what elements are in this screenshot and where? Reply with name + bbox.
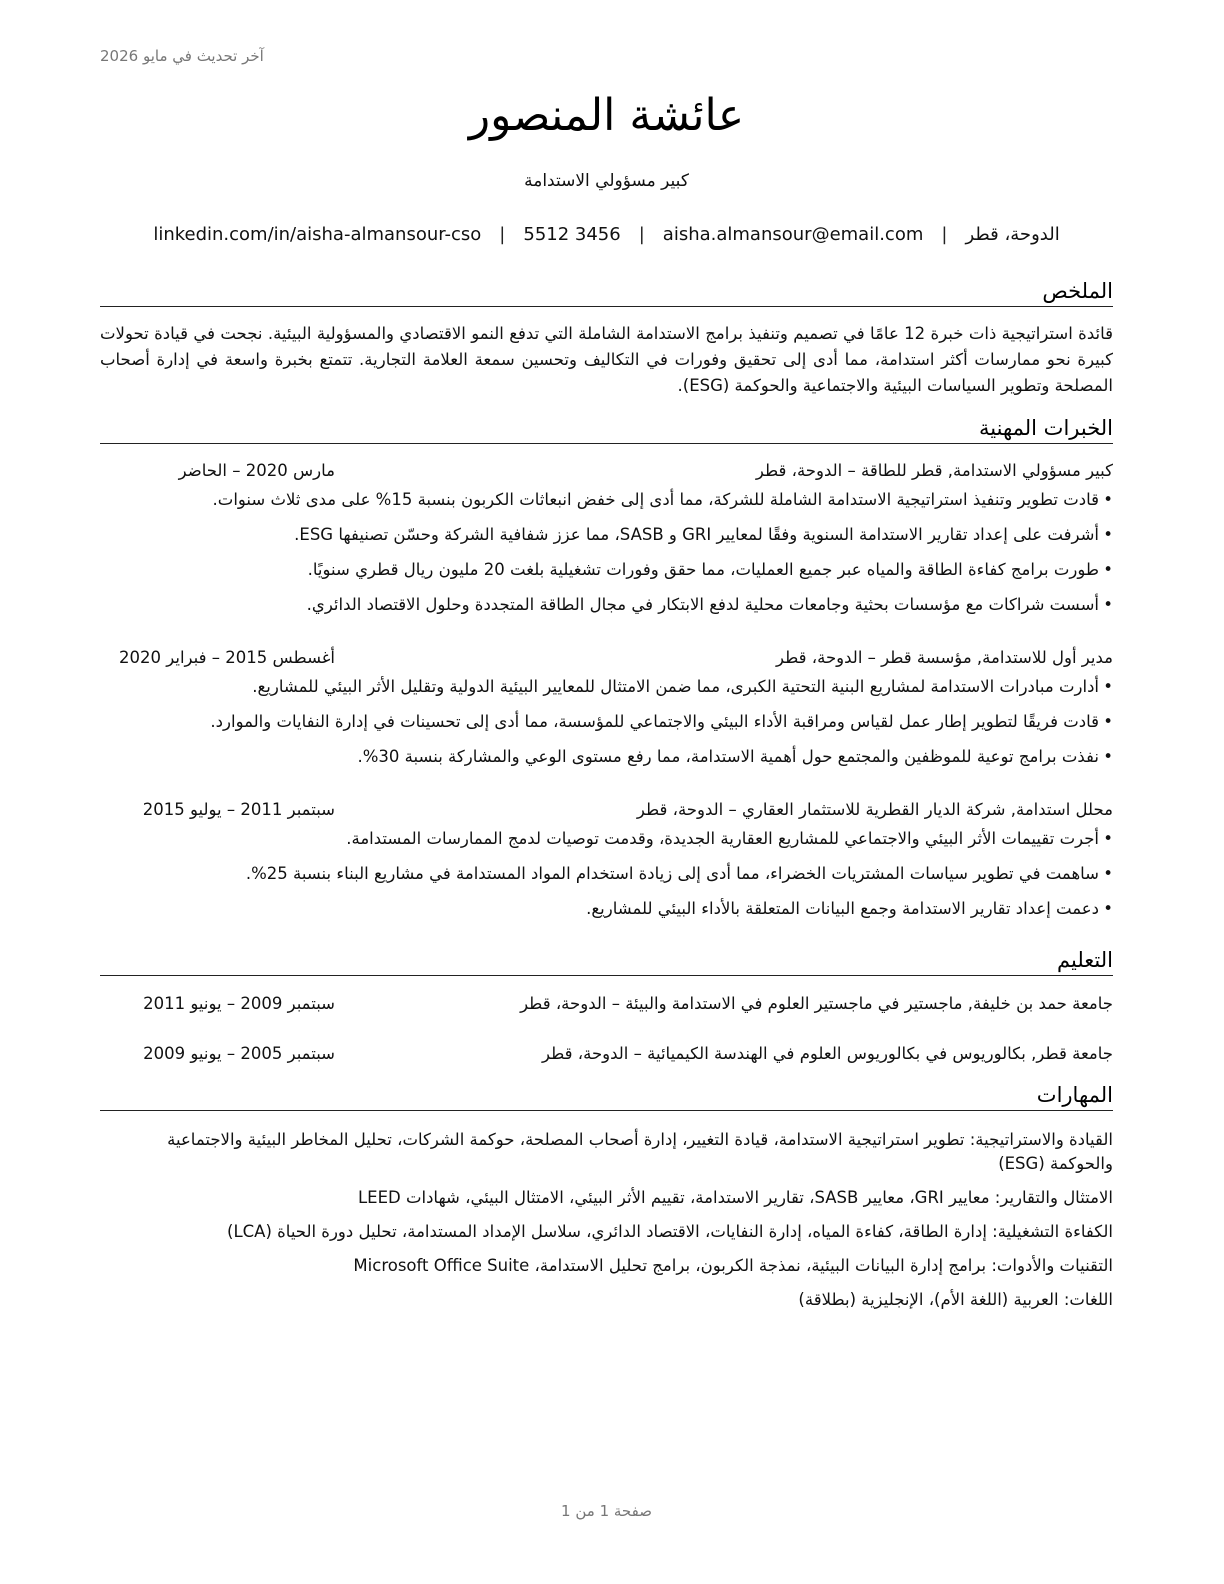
job-title: مدير أول للاستدامة, مؤسسة قطر – الدوحة، قطر [776, 648, 1113, 668]
skill-row: التقنيات والأدوات: برامج إدارة البيانات البيئية، نمذجة الكربون، برامج تحليل الاستدامة، Microsoft Office Suite [353, 1256, 1113, 1276]
job-bullet: • قادت تطوير وتنفيذ استراتيجية الاستدامة الشاملة للشركة، مما أدى إلى خفض انبعاثات الكربون بنسبة 15% على مدى ثلاث سنوات. [100, 488, 1113, 512]
job-entry [100, 647, 1113, 769]
job-dates: سبتمبر 2011 – يوليو 2015 [142, 800, 335, 820]
section-heading-experience: الخبرات المهنية [100, 415, 1113, 444]
summary-text: قائدة استراتيجية ذات خبرة 12 عامًا في تصميم وتنفيذ برامج الاستدامة الشاملة التي تدفع النمو الاقتصادي والمسؤولية البيئية. نجحت في قيادة تحولات كبيرة نحو ممارسات أكثر استدامة، مما أدى إلى تحقيق وفورات في التكاليف وتحسين سمعة العلامة التجارية. تتمتع بخبرة واسعة في إدارة أصحاب المصلحة وتطوير السياسات البيئية والاجتماعية والحوكمة (ESG). [100, 324, 1113, 396]
job-entry [100, 460, 1113, 617]
last-updated: آخر تحديث في مايو 2026 [100, 47, 264, 65]
job-bullet: • طورت برامج كفاءة الطاقة والمياه عبر جميع العمليات، مما حقق وفورات تشغيلية بلغت 20 مليون ريال قطري سنويًا. [100, 558, 1113, 582]
job-entry [100, 799, 1113, 921]
experience-section [100, 415, 1113, 932]
section-heading-skills: المهارات [100, 1082, 1113, 1111]
job-bullet: • نفذت برامج توعية للموظفين والمجتمع حول أهمية الاستدامة، مما رفع مستوى الوعي والمشاركة بنسبة 30%. [100, 745, 1113, 769]
education-degree: جامعة حمد بن خليفة, ماجستير في ماجستير العلوم في الاستدامة والبيئة – الدوحة، قطر [520, 994, 1113, 1014]
job-title: محلل استدامة, شركة الديار القطرية للاستثمار العقاري – الدوحة، قطر [636, 800, 1113, 820]
education-dates: سبتمبر 2009 – يونيو 2011 [143, 994, 335, 1014]
job-bullet: • ساهمت في تطوير سياسات المشتريات الخضراء، مما أدى إلى زيادة استخدام المواد المستدامة في مشاريع البناء بنسبة 25%. [100, 862, 1113, 886]
job-bullet: • أدارت مبادرات الاستدامة لمشاريع البنية التحتية الكبرى، مما ضمن الامتثال للمعايير البيئية الدولية وتقليل الأثر البيئي للمشاريع. [100, 675, 1113, 699]
education-entry [100, 993, 1113, 1015]
job-bullets [100, 488, 1113, 617]
contact-linkedin[interactable]: linkedin.com/in/aisha-almansour-cso [153, 224, 482, 245]
summary-section [100, 278, 1113, 399]
education-section [100, 947, 1113, 1065]
education-dates: سبتمبر 2005 – يونيو 2009 [143, 1044, 335, 1064]
job-bullet: • أشرفت على إعداد تقارير الاستدامة السنوية وفقًا لمعايير GRI و SASB، مما عزز شفافية الشركة وحسّن تصنيفها ESG. [100, 523, 1113, 547]
job-bullet: • قادت فريقًا لتطوير إطار عمل لقياس ومراقبة الأداء البيئي والاجتماعي للمؤسسة، مما أدى إلى تحسينات في إدارة النفايات والموارد. [100, 710, 1113, 734]
education-entry [100, 1043, 1113, 1065]
skill-row: الكفاءة التشغيلية: إدارة الطاقة، كفاءة المياه، إدارة النفايات، الاقتصاد الدائري، سلاسل الإمداد المستدامة، تحليل دورة الحياة (LCA) [227, 1222, 1113, 1242]
skills-section [100, 1082, 1113, 1312]
contact-separator: | [638, 224, 645, 245]
contact-phone[interactable]: 5512 3456 [523, 224, 621, 245]
job-header [100, 799, 1113, 821]
page-number: صفحة 1 من 1 [561, 1502, 652, 1520]
section-heading-education: التعليم [100, 947, 1113, 976]
skill-row: القيادة والاستراتيجية: تطوير استراتيجية الاستدامة، قيادة التغيير، إدارة أصحاب المصلحة، حوكمة الشركات، تحليل المخاطر البيئية والاجتماعية والحوكمة (ESG) [167, 1130, 1113, 1174]
job-dates: أغسطس 2015 – فبراير 2020 [119, 648, 335, 668]
job-bullets [100, 827, 1113, 921]
contact-email[interactable]: aisha.almansour@email.com [662, 224, 924, 245]
resume-page [100, 0, 1113, 1584]
job-bullet: • أجرت تقييمات الأثر البيئي والاجتماعي للمشاريع العقارية الجديدة، وقدمت توصيات لدمج الممارسات المستدامة. [100, 827, 1113, 851]
job-bullet: • أسست شراكات مع مؤسسات بحثية وجامعات محلية لدفع الابتكار في مجال الطاقة المتجددة وحلول الاقتصاد الدائري. [100, 593, 1113, 617]
education-degree: جامعة قطر, بكالوريوس في بكالوريوس العلوم في الهندسة الكيميائية – الدوحة، قطر [542, 1044, 1113, 1064]
skill-row: الامتثال والتقارير: معايير GRI، معايير SASB، تقارير الاستدامة، تقييم الأثر البيئي، الامتثال البيئي، شهادات LEED [357, 1188, 1113, 1208]
job-bullet: • دعمت إعداد تقارير الاستدامة وجمع البيانات المتعلقة بالأداء البيئي للمشاريع. [100, 897, 1113, 921]
candidate-name: عائشة المنصور [468, 90, 745, 141]
job-header [100, 460, 1113, 482]
job-header [100, 647, 1113, 669]
job-bullets [100, 675, 1113, 769]
contact-separator: | [499, 224, 506, 245]
section-heading-summary: الملخص [100, 278, 1113, 307]
job-dates: مارس 2020 – الحاضر [178, 461, 335, 481]
contact-separator: | [941, 224, 948, 245]
contact-line [100, 224, 1113, 245]
candidate-title: كبير مسؤولي الاستدامة [524, 171, 689, 191]
contact-location: الدوحة، قطر [965, 224, 1060, 245]
job-title: كبير مسؤولي الاستدامة, قطر للطاقة – الدوحة، قطر [755, 461, 1113, 481]
skill-row: اللغات: العربية (اللغة الأم)، الإنجليزية (بطلاقة) [798, 1290, 1113, 1310]
